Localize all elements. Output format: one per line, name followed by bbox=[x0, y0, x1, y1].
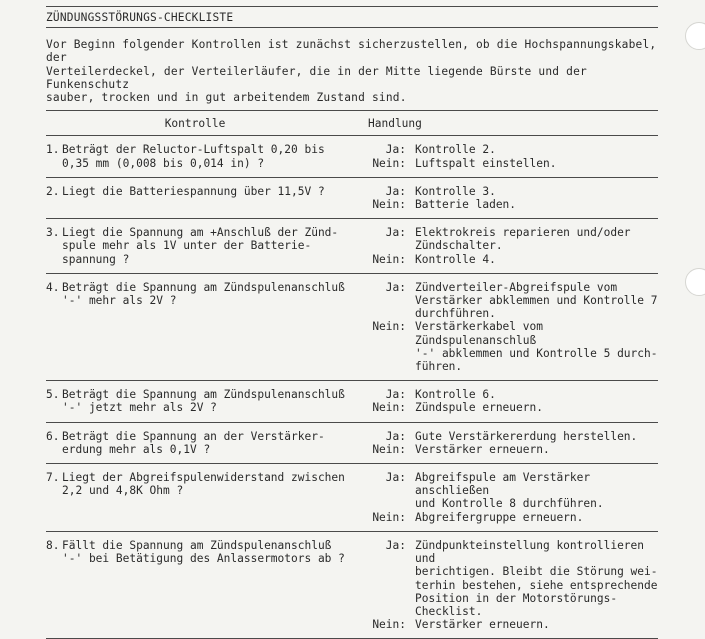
answer-action: Zündpunkteinstellung kontrollieren und berichtigen. Bleibt die Störung wei- terhin bestehen, siehe entsprechende Position in der Motorstörungs- Checklist. bbox=[415, 538, 658, 618]
answer-line bbox=[364, 226, 658, 252]
page-title: ZÜNDUNGSSTÖRUNGS-CHECKLISTE bbox=[46, 11, 234, 24]
answer-line bbox=[364, 198, 658, 211]
header-kontrolle: Kontrolle bbox=[164, 117, 226, 131]
answer-line bbox=[364, 185, 658, 198]
handlung-cell bbox=[364, 281, 658, 373]
item-number: 1. bbox=[46, 143, 60, 157]
answer-action: Luftspalt einstellen. bbox=[415, 156, 557, 170]
table-row bbox=[46, 464, 658, 531]
answer-line bbox=[364, 401, 658, 414]
item-number: 5. bbox=[46, 388, 60, 402]
answer-action: Kontrolle 6. bbox=[415, 388, 496, 402]
answer-line bbox=[364, 253, 658, 266]
answer-label: Ja: bbox=[385, 226, 406, 240]
answer-label: Nein: bbox=[372, 510, 406, 524]
handlung-cell bbox=[364, 143, 658, 169]
table-row bbox=[46, 136, 658, 176]
answer-action: Abgreifergruppe erneuern. bbox=[415, 510, 584, 524]
item-number: 7. bbox=[46, 471, 60, 485]
answer-label: Ja: bbox=[385, 471, 406, 485]
kontrolle-cell bbox=[46, 226, 364, 266]
item-number: 4. bbox=[46, 280, 60, 294]
kontrolle-cell bbox=[46, 471, 364, 524]
handlung-cell bbox=[364, 471, 658, 524]
answer-line bbox=[364, 539, 658, 618]
answer-line bbox=[364, 281, 658, 321]
binder-hole bbox=[685, 22, 705, 50]
kontrolle-cell bbox=[46, 185, 364, 211]
question-text: Beträgt die Spannung am Zündspulenanschluß '-' mehr als 2V ? bbox=[62, 280, 345, 308]
checklist-table bbox=[46, 136, 658, 639]
kontrolle-cell bbox=[46, 388, 364, 414]
header-handlung: Handlung bbox=[368, 117, 422, 131]
answer-label: Ja: bbox=[385, 184, 406, 198]
answer-label: Ja: bbox=[385, 538, 406, 552]
answer-line bbox=[364, 320, 658, 373]
item-number: 6. bbox=[46, 429, 60, 443]
answer-line bbox=[364, 157, 658, 170]
item-number: 3. bbox=[46, 226, 60, 240]
handlung-cell bbox=[364, 185, 658, 211]
answer-action: Abgreifspule am Verstärker anschließen und Kontrolle 8 durchführen. bbox=[415, 471, 604, 511]
answer-label: Nein: bbox=[372, 320, 406, 334]
answer-action: Zündspule erneuern. bbox=[415, 401, 543, 415]
checklist-page bbox=[46, 6, 658, 639]
answer-line bbox=[364, 471, 658, 511]
answer-line bbox=[364, 430, 658, 443]
answer-action: Verstärker erneuern. bbox=[415, 442, 550, 456]
question-text: Liegt die Spannung am +Anschluß der Zünd- spule mehr als 1V unter der Batterie- spannung ? bbox=[62, 226, 339, 266]
answer-action: Batterie laden. bbox=[415, 198, 517, 212]
answer-line bbox=[364, 511, 658, 524]
kontrolle-cell bbox=[46, 281, 364, 373]
answer-label: Ja: bbox=[385, 388, 406, 402]
table-row bbox=[46, 381, 658, 421]
handlung-cell bbox=[364, 430, 658, 456]
question-text: Liegt die Batteriespannung über 11,5V ? bbox=[62, 184, 325, 198]
table-row bbox=[46, 532, 658, 638]
answer-line bbox=[364, 388, 658, 401]
answer-line bbox=[364, 143, 658, 156]
question-text: Liegt der Abgreifspulenwiderstand zwischen 2,2 und 4,8K Ohm ? bbox=[62, 471, 345, 498]
kontrolle-cell bbox=[46, 143, 364, 169]
item-number: 8. bbox=[46, 538, 60, 552]
question-text: Beträgt die Spannung an der Verstärker- erdung mehr als 0,1V ? bbox=[62, 429, 325, 456]
question-text: Beträgt der Reluctor-Luftspalt 0,20 bis 0,35 mm (0,008 bis 0,014 in) ? bbox=[62, 143, 325, 170]
answer-action: Kontrolle 4. bbox=[415, 252, 496, 266]
answer-action: Gute Verstärkererdung herstellen. bbox=[415, 429, 638, 443]
handlung-cell bbox=[364, 388, 658, 414]
answer-label: Nein: bbox=[372, 252, 406, 266]
item-number: 2. bbox=[46, 184, 60, 198]
answer-line bbox=[364, 443, 658, 456]
answer-action: Elektrokreis reparieren und/oder Zündschalter. bbox=[415, 226, 631, 253]
answer-label: Ja: bbox=[385, 143, 406, 157]
kontrolle-cell bbox=[46, 430, 364, 456]
table-row bbox=[46, 423, 658, 463]
question-text: Beträgt die Spannung am Zündspulenanschluß '-' jetzt mehr als 2V ? bbox=[62, 388, 345, 415]
intro-paragraph: Vor Beginn folgender Kontrollen ist zunächst sicherzustellen, ob die Hochspannungskabel, der Verteilerdeckel, der Verteilerläufer, die in der Mitte liegende Bürste und der Funkenschutz sauber, trocken und in gut arbeitendem Zustand sind. bbox=[46, 38, 657, 105]
answer-action: Zündverteiler-Abgreifspule vom Verstärker abklemmen und Kontrolle 7 durchführen. bbox=[415, 280, 658, 321]
table-row bbox=[46, 219, 658, 273]
answer-action: Kontrolle 2. bbox=[415, 143, 496, 157]
answer-label: Nein: bbox=[372, 618, 406, 632]
question-text: Fällt die Spannung am Zündspulenanschluß '-' bei Betätigung des Anlassermotors ab ? bbox=[62, 538, 345, 566]
answer-label: Nein: bbox=[372, 442, 406, 456]
binder-hole bbox=[685, 268, 705, 296]
kontrolle-cell bbox=[46, 539, 364, 631]
answer-action: Verstärkerkabel vom Zündspulenanschluß '-' abklemmen und Kontrolle 5 durch- führen. bbox=[415, 320, 658, 374]
handlung-cell bbox=[364, 226, 658, 266]
answer-action: Verstärker erneuern. bbox=[415, 618, 550, 632]
answer-label: Ja: bbox=[385, 280, 406, 294]
answer-action: Kontrolle 3. bbox=[415, 184, 496, 198]
title-rule bbox=[46, 27, 658, 28]
answer-label: Nein: bbox=[372, 401, 406, 415]
answer-label: Nein: bbox=[372, 198, 406, 212]
handlung-cell bbox=[364, 539, 658, 631]
table-row bbox=[46, 178, 658, 218]
table-header bbox=[46, 111, 658, 135]
answer-line bbox=[364, 618, 658, 631]
answer-label: Nein: bbox=[372, 156, 406, 170]
table-row bbox=[46, 274, 658, 380]
answer-label: Ja: bbox=[385, 429, 406, 443]
